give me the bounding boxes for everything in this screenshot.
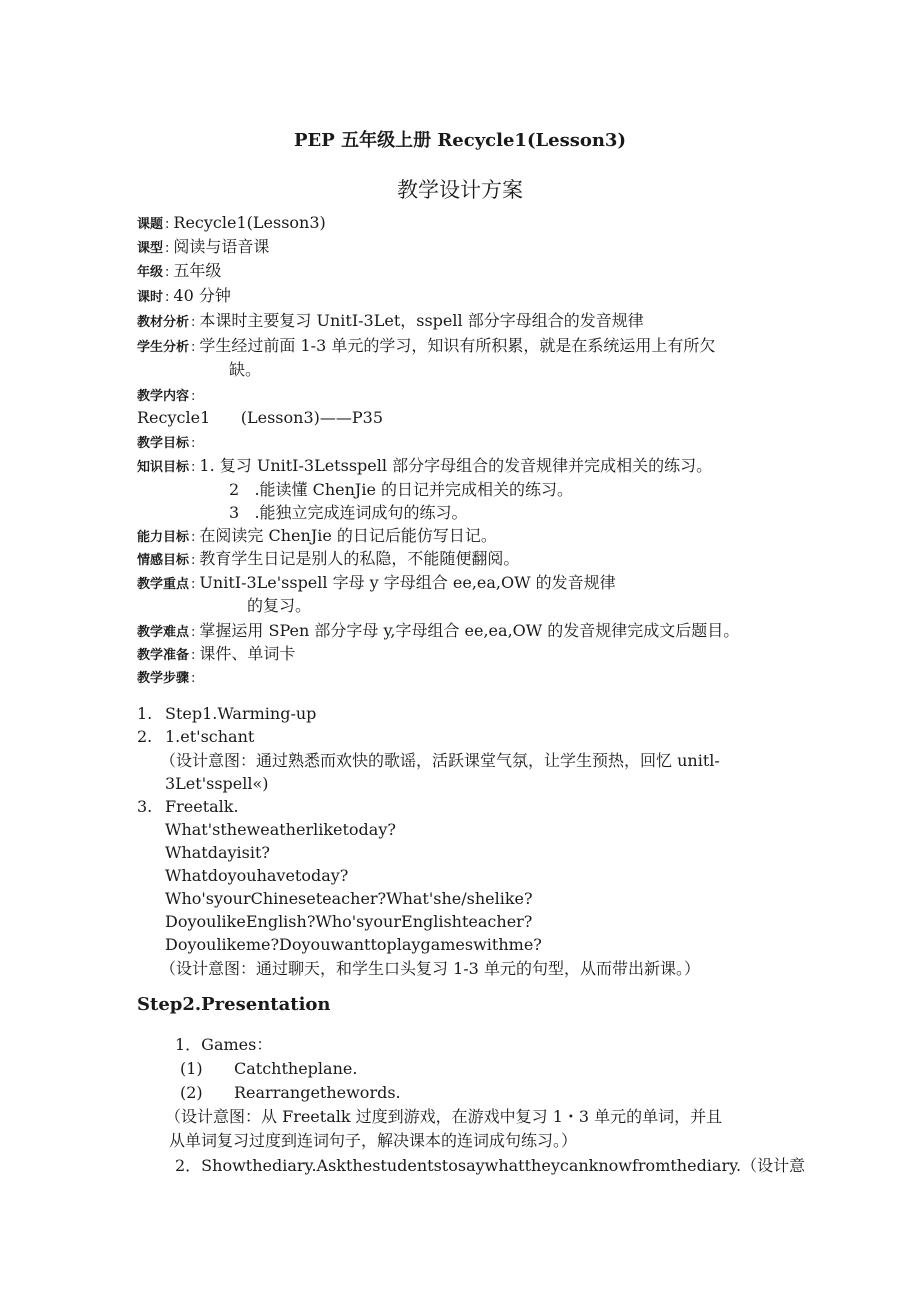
step-item-1-text: Step1.Warming-up — [165, 704, 317, 723]
game-item-1 — [180, 1058, 357, 1080]
key-value-cont: 的复习。 — [247, 596, 312, 615]
freetalk-question-4: Who'syourChineseteacher?What'she/shelike? — [165, 889, 533, 908]
knowledge-item-1: 1. 复习 UnitI-3Letsspell 部分字母组合的发音规律并完成相关的练习。 — [199, 456, 713, 475]
step-item-3-num: 3. — [137, 797, 153, 816]
key-value: UnitI-3Le'sspell 字母 y 字母组合 ee,ea,OW 的发音规律 — [199, 573, 616, 592]
type-line: 课型 : 阅读与语音课 — [137, 237, 270, 256]
prep-label: 教学准备 — [137, 648, 190, 663]
difficulty-line: 教学难点 : 掌握运用 SPen 部分字母 y,字母组合 ee,ea,OW 的发音规律完成文后题目。 — [137, 621, 740, 640]
prep-value: 课件、单词卡 — [199, 644, 296, 663]
ability-label: 能力目标 — [137, 530, 190, 545]
games-line: 1．Games： — [175, 1035, 273, 1054]
document-subtitle: 教学设计方案 — [397, 178, 523, 202]
key-label: 教学重点 — [137, 577, 190, 592]
content-line: 教学内容 : — [137, 389, 196, 404]
steps-label: 教学步骤 — [137, 671, 190, 686]
key-line: 教学重点 : UnitI-3Le'sspell 字母 y 字母组合 ee,ea,OW 的发音规律 — [137, 573, 616, 592]
steps-line: 教学步骤 : — [137, 671, 196, 686]
step-item-3-text: Freetalk. — [165, 797, 239, 816]
freetalk-question-6: Doyoulikeme?Doyouwanttoplaygameswithme? — [165, 935, 542, 954]
topic-value: Recycle1(Lesson3) — [173, 213, 326, 232]
goals-line: 教学目标 : — [137, 436, 196, 451]
step-item-1 — [137, 703, 316, 725]
knowledge-item-3: 3 .能独立完成连词成句的练习。 — [229, 503, 468, 522]
goals-label: 教学目标 — [137, 436, 190, 451]
step2-heading: Step2.Presentation — [137, 994, 331, 1015]
prep-line: 教学准备 : 课件、单词卡 — [137, 644, 296, 663]
step-item-3 — [137, 796, 239, 818]
game-item-1-text: Catchtheplane. — [234, 1059, 358, 1078]
step-item-1-num: 1. — [137, 704, 153, 723]
emotion-value: 教育学生日记是别人的私隐，不能随便翻阅。 — [199, 549, 520, 568]
type-value: 阅读与语音课 — [173, 237, 270, 256]
student-value-cont: 缺。 — [229, 360, 262, 379]
step-item-2 — [137, 726, 254, 748]
step-item-3-note: （设计意图：通过聊天，和学生口头复习 1-3 单元的句型，从而带出新课。） — [160, 959, 700, 978]
difficulty-value: 掌握运用 SPen 部分字母 y,字母组合 ee,ea,OW 的发音规律完成文后题目。 — [199, 621, 740, 640]
grade-line: 年级 : 五年级 — [137, 261, 222, 280]
step-item-2-num: 2. — [137, 727, 153, 746]
game-item-2-num: (2) — [180, 1083, 203, 1102]
freetalk-question-5: DoyoulikeEnglish?Who'syourEnglishteacher? — [165, 912, 533, 931]
student-line: 学生分析 : 学生经过前面 1-3 单元的学习，知识有所积累，就是在系统运用上有所欠 — [137, 336, 716, 355]
grade-value: 五年级 — [173, 261, 222, 280]
game-item-2 — [180, 1082, 401, 1104]
game-item-2-text: Rearrangethewords. — [234, 1083, 401, 1102]
step-item-2-note-1: （设计意图：通过熟悉而欢快的歌谣，活跃课堂气氛，让学生预热，回忆 unitl- — [160, 751, 720, 770]
knowledge-item-2: 2 .能读懂 ChenJie 的日记并完成相关的练习。 — [229, 480, 574, 499]
emotion-label: 情感目标 — [137, 553, 190, 568]
material-value: 本课时主要复习 UnitI-3Let，sspell 部分字母组合的发音规律 — [199, 311, 644, 330]
step2-note-2: 从单词复习过度到连词句子，解决课本的连词成句练习。） — [169, 1131, 578, 1150]
time-value: 40 分钟 — [173, 286, 231, 305]
type-label: 课型 — [137, 241, 164, 256]
step-item-2-text: 1.et'schant — [165, 727, 255, 746]
game-item-1-num: (1) — [180, 1059, 203, 1078]
difficulty-label: 教学难点 — [137, 625, 190, 640]
diary-line: 2．Showthediary.Askthestudentstosaywhattheycanknowfromthediary.（设计意 — [175, 1156, 806, 1175]
freetalk-question-1: What'stheweatherliketoday? — [165, 820, 396, 839]
grade-label: 年级 — [137, 265, 164, 280]
knowledge-line: 知识目标 : 1. 复习 UnitI-3Letsspell 部分字母组合的发音规律并完成相关的练习。 — [137, 456, 713, 475]
step-item-2-note-2: 3Let'sspell«) — [165, 774, 269, 793]
freetalk-question-3: Whatdoyouhavetoday? — [165, 866, 349, 885]
content-value: Recycle1 (Lesson3)——P35 — [137, 408, 383, 427]
topic-line: 课题 : Recycle1(Lesson3) — [137, 213, 326, 232]
content-label: 教学内容 — [137, 389, 190, 404]
document-title: PEP 五年级上册 Recycle1(Lesson3) — [294, 130, 626, 151]
topic-label: 课题 — [137, 217, 164, 232]
step2-note-1: （设计意图：从 Freetalk 过度到游戏，在游戏中复习 1・3 单元的单词，并且 — [165, 1107, 723, 1126]
time-line: 课时 : 40 分钟 — [137, 286, 231, 305]
ability-line: 能力目标 : 在阅读完 ChenJie 的日记后能仿写日记。 — [137, 526, 497, 545]
emotion-line: 情感目标 : 教育学生日记是别人的私隐，不能随便翻阅。 — [137, 549, 520, 568]
material-line: 教材分析 : 本课时主要复习 UnitI-3Let，sspell 部分字母组合的发音规律 — [137, 311, 644, 330]
student-value: 学生经过前面 1-3 单元的学习，知识有所积累，就是在系统运用上有所欠 — [199, 336, 716, 355]
ability-value: 在阅读完 ChenJie 的日记后能仿写日记。 — [199, 526, 497, 545]
time-label: 课时 — [137, 290, 164, 305]
freetalk-question-2: Whatdayisit? — [165, 843, 270, 862]
knowledge-label: 知识目标 — [137, 460, 190, 475]
student-label: 学生分析 — [137, 340, 190, 355]
material-label: 教材分析 — [137, 315, 190, 330]
